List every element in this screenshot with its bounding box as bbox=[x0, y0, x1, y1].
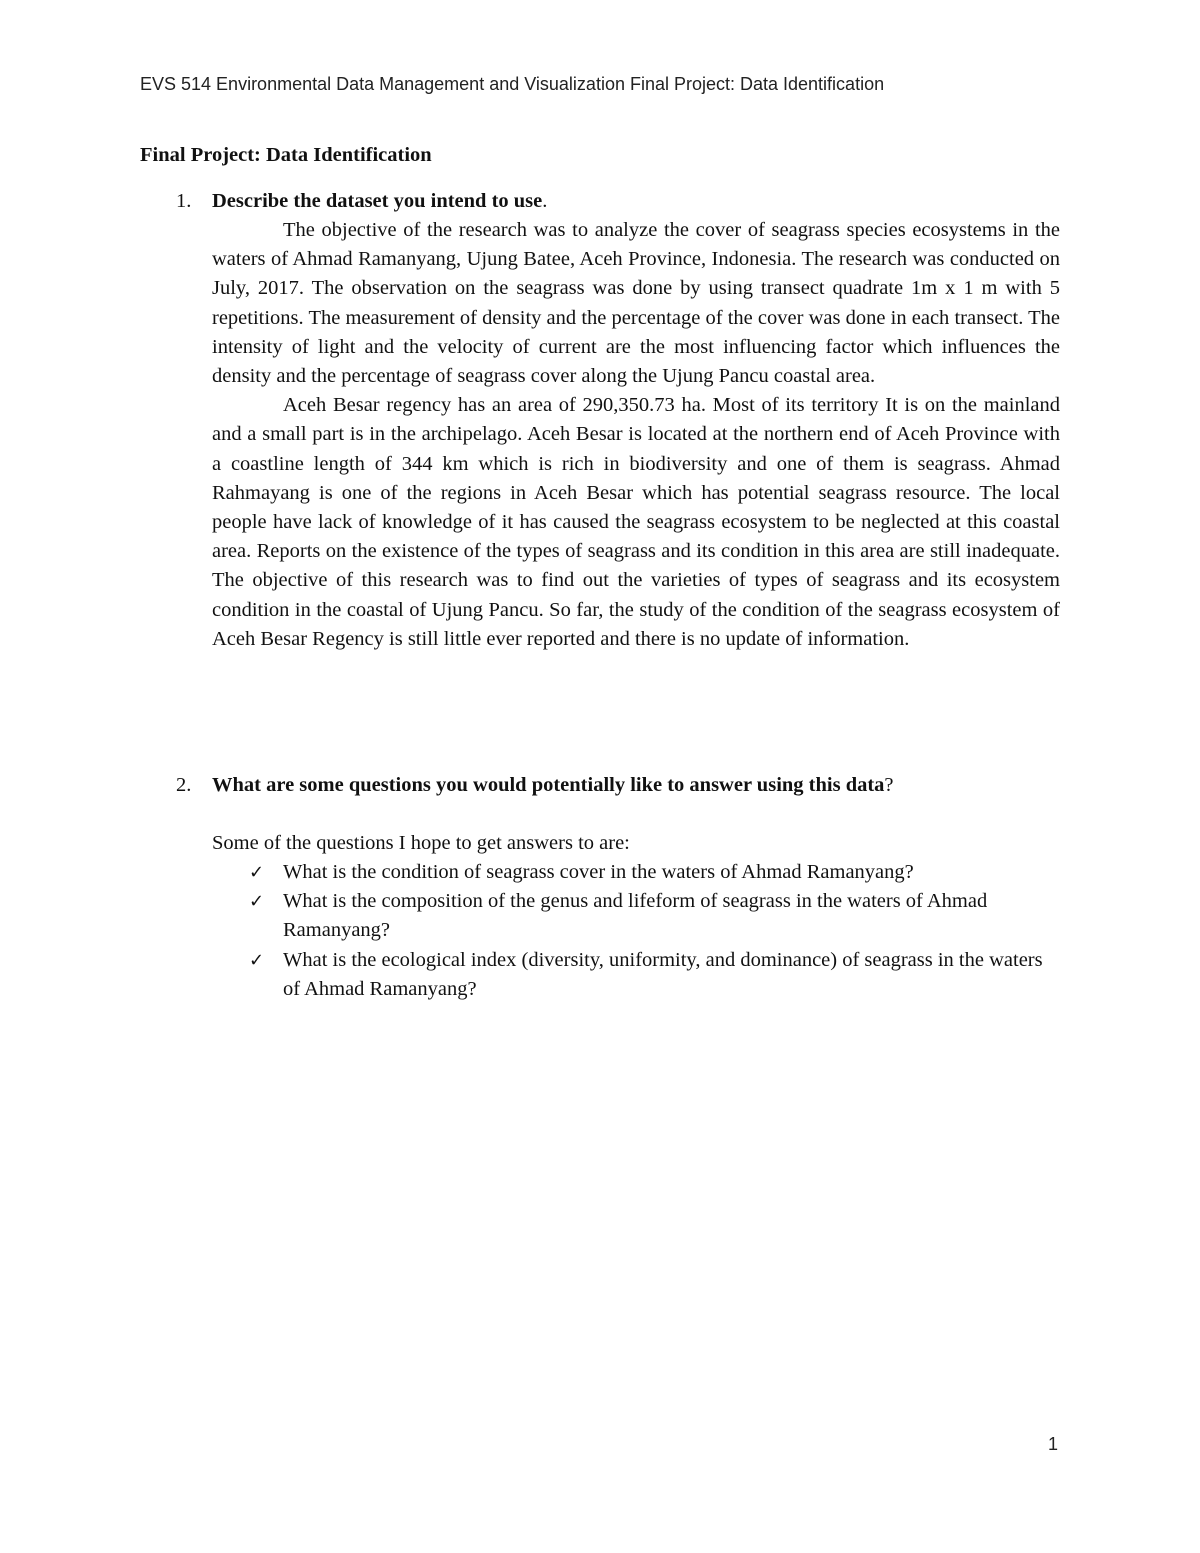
question-2-number: 2. bbox=[176, 774, 192, 796]
question-2-punctuation: ? bbox=[884, 774, 894, 796]
checkmark-icon: ✓ bbox=[249, 862, 265, 883]
paragraph-research-objective: The objective of the research was to analyze the cover of seagrass species ecosystems in the waters of Ahmad Ramanyang, Ujung Batee, Aceh Province, Indonesia. The research was conducted on July, 2017. The observation on the seagrass was done by using transect quadrate 1m x 1 m with 5 repetitions. The measurement of density and the percentage of the cover was done in each transect. The intensity of light and the velocity of current are the most influencing factor which influences the density and the percentage of seagrass cover along the Ujung Pancu coastal area. bbox=[212, 219, 1060, 388]
question-1-text bbox=[212, 190, 547, 212]
checkmark-icon: ✓ bbox=[249, 949, 265, 971]
checklist-item bbox=[212, 946, 1060, 1004]
question-1-number: 1. bbox=[176, 190, 192, 212]
question-1 bbox=[140, 187, 1060, 216]
question-1-bold-text: Describe the dataset you intend to use bbox=[212, 190, 543, 212]
question-2 bbox=[140, 771, 1060, 800]
running-header: EVS 514 Environmental Data Management and Visualization Final Project: Data Identification bbox=[140, 74, 885, 94]
page-number: 1 bbox=[1048, 1434, 1059, 1454]
document-title: Final Project: Data Identification bbox=[140, 144, 432, 166]
checklist-item-text: What is the composition of the genus and lifeform of seagrass in the waters of Ahmad Ramanyang? bbox=[283, 890, 988, 942]
question-2-bold-text: What are some questions you would potentially like to answer using this data bbox=[212, 774, 885, 796]
questions-intro: Some of the questions I hope to get answers to are: bbox=[212, 832, 630, 854]
checklist-item bbox=[212, 887, 1060, 945]
checklist-item bbox=[212, 858, 1060, 887]
section-1 bbox=[140, 187, 1060, 654]
checkmark-icon: ✓ bbox=[249, 891, 265, 913]
paragraph-aceh-besar: Aceh Besar regency has an area of 290,350.73 ha. Most of its territory It is on the mainland and a small part is in the archipelago. Aceh Besar is located at the northern end of Aceh Province with a coastline length of 344 km which is rich in biodiversity and one of them is seagrass. Ahmad Rahmayang is one of the regions in Aceh Besar which has potential seagrass resource. The local people have lack of knowledge of it has caused the seagrass ecosystem to be neglected at this coastal area. Reports on the existence of the types of seagrass and its condition in this area are still inadequate. The objective of this research was to find out the varieties of types of seagrass and its ecosystem condition in the coastal of Ujung Pancu. So far, the study of the condition of the seagrass ecosystem of Aceh Besar Regency is still little ever reported and there is no update of information. bbox=[212, 394, 1060, 650]
checklist-item-text: What is the ecological index (diversity, uniformity, and dominance) of seagrass in the waters of Ahmad Ramanyang? bbox=[283, 948, 1043, 1000]
question-2-text bbox=[212, 774, 894, 796]
question-1-punctuation: . bbox=[542, 190, 548, 212]
checklist-item-text: What is the condition of seagrass cover in the waters of Ahmad Ramanyang? bbox=[283, 861, 914, 883]
section-2 bbox=[140, 771, 1060, 1004]
question-checklist bbox=[212, 858, 1060, 1004]
